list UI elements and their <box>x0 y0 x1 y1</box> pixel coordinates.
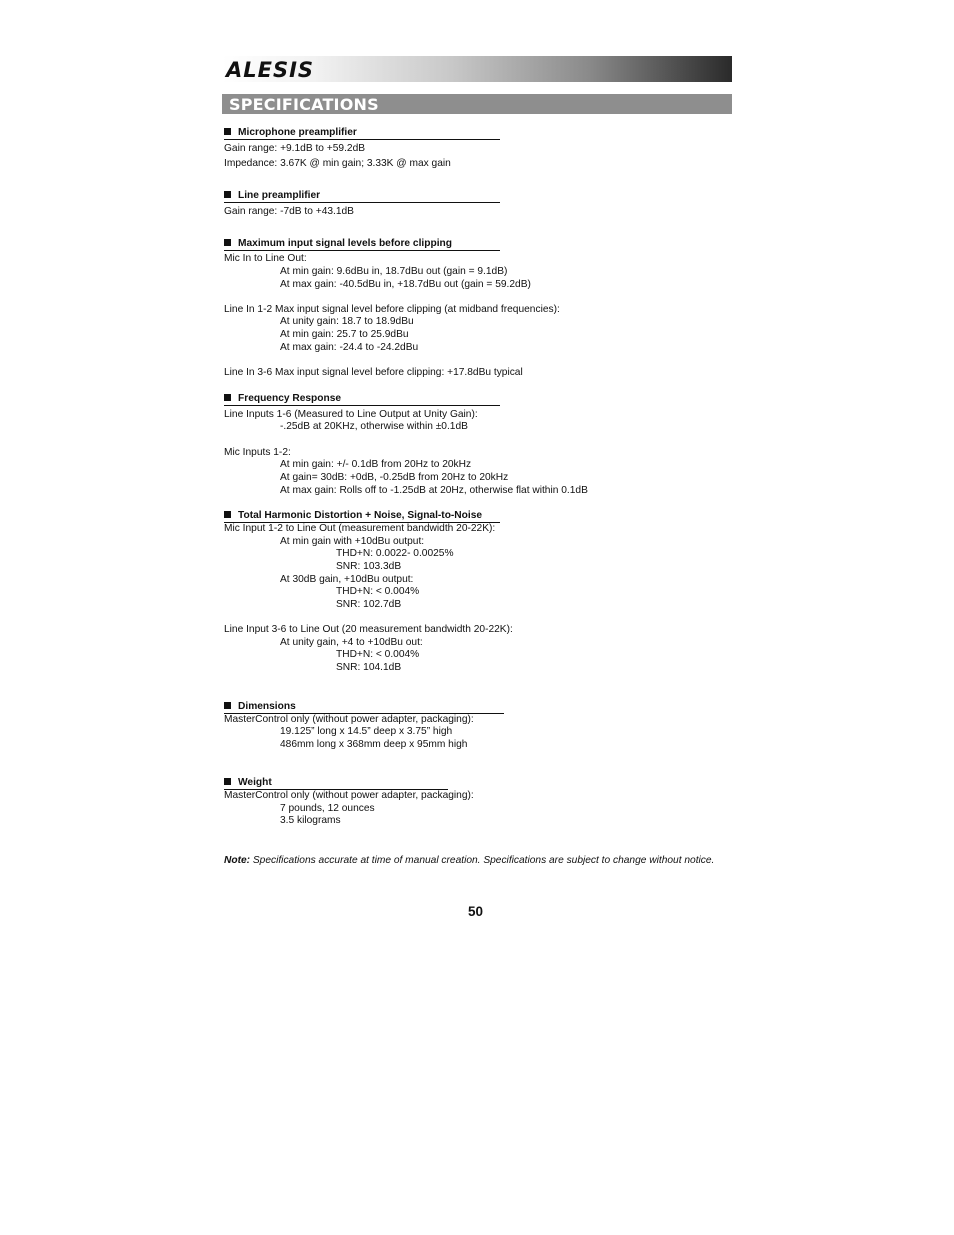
spec-line: Line Input 3-6 to Line Out (20 measurement bandwidth 20-22K): <box>224 624 513 635</box>
spec-line: Mic In to Line Out: <box>224 253 307 264</box>
heading-weight: Weight <box>224 777 448 790</box>
bullet-square-icon <box>224 191 231 198</box>
heading-max-input: Maximum input signal levels before clipping <box>224 238 500 251</box>
spec-line: Line In 1-2 Max input signal level before clipping (at midband frequencies): <box>224 304 560 315</box>
bullet-square-icon <box>224 702 231 709</box>
manual-page <box>222 56 732 919</box>
spec-line: At max gain: Rolls off to -1.25dB at 20Hz, otherwise flat within 0.1dB <box>280 485 588 496</box>
spec-line: Line In 3-6 Max input signal level before clipping: +17.8dBu typical <box>224 367 523 378</box>
bullet-square-icon <box>224 778 231 785</box>
note-text: Specifications accurate at time of manual creation. Specifications are subject to change without notice. <box>250 855 715 866</box>
spec-line: At unity gain, +4 to +10dBu out: <box>280 637 423 648</box>
heading-line-preamp: Line preamplifier <box>224 190 500 203</box>
spec-line: -.25dB at 20KHz, otherwise within ±0.1dB <box>280 421 468 432</box>
alesis-logo <box>224 58 336 80</box>
spec-line: Mic Inputs 1-2: <box>224 447 291 458</box>
heading-thd-snr: Total Harmonic Distortion + Noise, Signal-to-Noise <box>224 510 500 523</box>
bullet-square-icon <box>224 394 231 401</box>
section-title: SPECIFICATIONS <box>229 95 379 114</box>
bullet-square-icon <box>224 239 231 246</box>
spec-line: At unity gain: 18.7 to 18.9dBu <box>280 316 414 327</box>
spec-line: At gain= 30dB: +0dB, -0.25dB from 20Hz to 20kHz <box>280 472 509 483</box>
spec-line: 7 pounds, 12 ounces <box>280 803 375 814</box>
spec-line: Impedance: 3.67K @ min gain; 3.33K @ max gain <box>224 158 451 169</box>
spec-line: 3.5 kilograms <box>280 815 341 826</box>
svg-text:ALESIS: ALESIS <box>226 58 315 80</box>
spec-line: MasterControl only (without power adapter, packaging): <box>224 714 474 725</box>
bullet-square-icon <box>224 511 231 518</box>
bullet-square-icon <box>224 128 231 135</box>
spec-line: SNR: 104.1dB <box>336 662 402 673</box>
section-title-bar <box>222 94 732 114</box>
spec-line: Gain range: +9.1dB to +59.2dB <box>224 143 366 154</box>
spec-line: Mic Input 1-2 to Line Out (measurement bandwidth 20-22K): <box>224 523 496 534</box>
spec-line: 486mm long x 368mm deep x 95mm high <box>280 739 468 750</box>
heading-frequency-response: Frequency Response <box>224 393 500 406</box>
spec-line: 19.125” long x 14.5” deep x 3.75” high <box>280 726 453 737</box>
heading-mic-preamp: Microphone preamplifier <box>224 127 500 140</box>
spec-line: At min gain with +10dBu output: <box>280 536 425 547</box>
note-label: Note: <box>224 855 251 866</box>
spec-line: SNR: 103.3dB <box>336 561 402 572</box>
spec-line: THD+N: < 0.004% <box>336 586 420 597</box>
brand-header-bar <box>222 56 732 82</box>
spec-line: At 30dB gain, +10dBu output: <box>280 574 414 585</box>
spec-line: Gain range: -7dB to +43.1dB <box>224 206 354 217</box>
spec-line: THD+N: 0.0022- 0.0025% <box>336 548 454 559</box>
spec-line: At min gain: 9.6dBu in, 18.7dBu out (gain = 9.1dB) <box>280 266 508 277</box>
spec-line: At max gain: -40.5dBu in, +18.7dBu out (gain = 59.2dB) <box>280 279 531 290</box>
spec-line: MasterControl only (without power adapter, packaging): <box>224 790 474 801</box>
spec-line: At max gain: -24.4 to -24.2dBu <box>280 342 419 353</box>
page-number: 50 <box>468 904 484 919</box>
spec-line: SNR: 102.7dB <box>336 599 402 610</box>
spec-line: At min gain: 25.7 to 25.9dBu <box>280 329 409 340</box>
spec-line: THD+N: < 0.004% <box>336 649 420 660</box>
spec-line: At min gain: +/- 0.1dB from 20Hz to 20kHz <box>280 459 472 470</box>
heading-dimensions: Dimensions <box>224 701 504 714</box>
disclaimer-note <box>224 854 729 867</box>
spec-line: Line Inputs 1-6 (Measured to Line Output at Unity Gain): <box>224 409 478 420</box>
